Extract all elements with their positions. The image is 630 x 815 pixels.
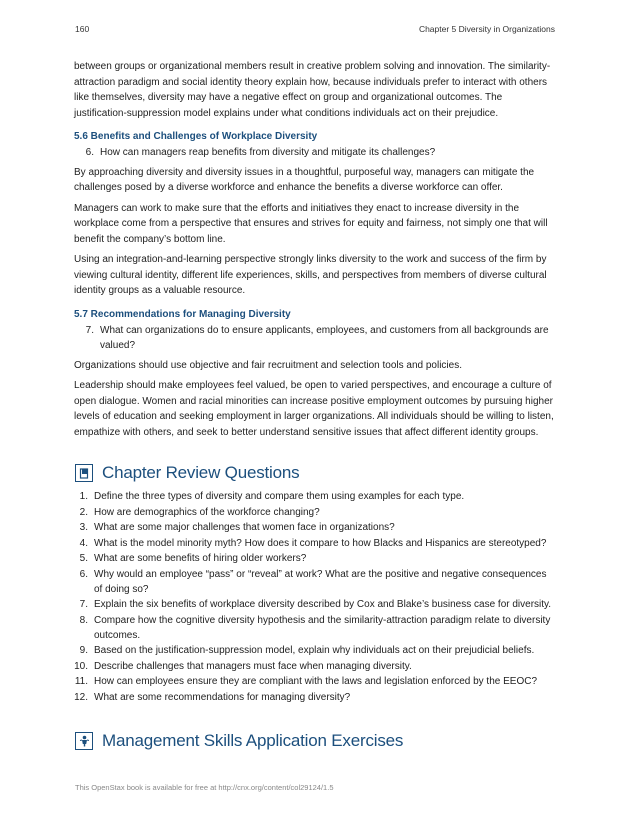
- paragraph: Leadership should make employees feel valued, be open to varied perspectives, and encourage a culture of open dialogue. Women and racial minorities can increase positive employment outcomes by pursuing higher levels of education and seeking employment in larger organizations. All individuals should be willing to listen, empathize with others, and seek to better understand sensitive issues that affect different identity groups.: [74, 380, 554, 438]
- intro-paragraph: between groups or organizational members result in creative problem solving and innovation. The similarity-attraction paradigm and social identity theory explain how, because individuals prefer to interact with others like themselves, diversity may have a negative effect on group and organizational outcomes. The justification-suppression model explains under what conditions individuals act on their prejudice.: [74, 61, 551, 119]
- question-text: Compare how the cognitive diversity hypothesis and the similarity-attraction paradigm relate to diversity outcomes.: [94, 614, 551, 641]
- list-item: [74, 520, 557, 535]
- skills-heading: [75, 731, 403, 751]
- question-text: How can managers reap benefits from diversity and mitigate its challenges?: [100, 147, 436, 158]
- paragraph: Managers can work to make sure that the efforts and initiatives they enact to increase diversity in the workplace come from a perspective that ensures and strives for equity and fairness, not simply one that will benefit the company’s bottom line.: [74, 202, 548, 245]
- section-5-7-question: [74, 323, 557, 354]
- question-text: How can employees ensure they are compliant with the laws and legislation enforced by the EEOC?: [94, 676, 538, 687]
- list-item: [74, 597, 557, 612]
- question-text: What are some recommendations for managing diversity?: [94, 691, 351, 703]
- list-item: [74, 674, 557, 689]
- question-number: 8.: [79, 614, 88, 626]
- section-5-6-title: 5.6 Benefits and Challenges of Workplace Diversity: [74, 131, 318, 142]
- question-number: 6.: [79, 568, 88, 580]
- section-5-7-title: 5.7 Recommendations for Managing Diversity: [74, 308, 291, 320]
- question-number: 9.: [79, 645, 88, 656]
- question-text: How are demographics of the workforce changing?: [94, 506, 320, 518]
- paragraph: Organizations should use objective and fair recruitment and selection tools and policies.: [74, 359, 462, 371]
- question-number: 5.: [79, 553, 88, 564]
- question-text: Why would an employee “pass” or “reveal” at work? What are the positive and negative consequences of doing so?: [94, 568, 547, 595]
- question-text: Based on the justification-suppression model, explain why individuals act on their prejudicial beliefs.: [94, 645, 535, 656]
- list-item: [74, 613, 557, 643]
- question-number: 12.: [74, 691, 88, 703]
- section-5-6-question: [74, 145, 557, 161]
- question-text: What is the model minority myth? How does it compare to how Blacks and Hispanics are stereotyped?: [94, 537, 547, 549]
- list-item: [74, 659, 557, 674]
- question-number: 7.: [85, 324, 94, 336]
- question-text: What are some benefits of hiring older workers?: [94, 553, 307, 564]
- list-item: [74, 489, 557, 504]
- question-text: Explain the six benefits of workplace diversity described by Cox and Blake’s business case for diversity.: [94, 599, 552, 610]
- question-number: 6.: [85, 147, 94, 158]
- page-footer: This OpenStax book is available for free at http://cnx.org/content/col29124/1.5: [75, 783, 334, 792]
- paragraph: By approaching diversity and diversity issues in a thoughtful, purposeful way, managers can mitigate the challenges posed by a diverse workforce and enhance the benefits a diverse workforce can offer.: [74, 166, 535, 193]
- list-item: [74, 505, 557, 520]
- question-text: Define the three types of diversity and compare them using examples for each type.: [94, 491, 465, 502]
- list-item: [74, 536, 557, 551]
- question-number: 2.: [79, 506, 88, 518]
- chapter-review-heading: [75, 463, 299, 483]
- question-number: 3.: [79, 522, 88, 533]
- question-number: 11.: [74, 676, 88, 687]
- question-number: 7.: [79, 599, 88, 610]
- list-item: [74, 551, 557, 566]
- question-number: 10.: [74, 660, 88, 672]
- main-content: [74, 59, 557, 445]
- chapter-review-title: Chapter Review Questions: [102, 463, 300, 482]
- person-icon: [75, 732, 93, 750]
- question-text: What can organizations do to ensure applicants, employees, and customers from all backgrounds are valued?: [100, 324, 549, 351]
- question-text: Describe challenges that managers must face when managing diversity.: [94, 660, 412, 672]
- skills-title: Management Skills Application Exercises: [102, 731, 404, 750]
- review-questions-list: [74, 489, 557, 705]
- list-item: [74, 643, 557, 658]
- list-item: [74, 690, 557, 705]
- running-header: Chapter 5 Diversity in Organizations: [418, 24, 555, 34]
- book-icon: [75, 464, 93, 482]
- paragraph: Using an integration-and-learning perspective strongly links diversity to the work and success of the firm by viewing cultural identity, different life experiences, skills, and perspectives from members of diverse cultural identity groups as a valuable resource.: [74, 254, 547, 296]
- page-number: 160: [75, 24, 90, 34]
- question-number: 1.: [79, 491, 88, 502]
- question-text: What are some major challenges that women face in organizations?: [94, 522, 395, 533]
- question-number: 4.: [79, 537, 88, 549]
- list-item: [74, 567, 557, 597]
